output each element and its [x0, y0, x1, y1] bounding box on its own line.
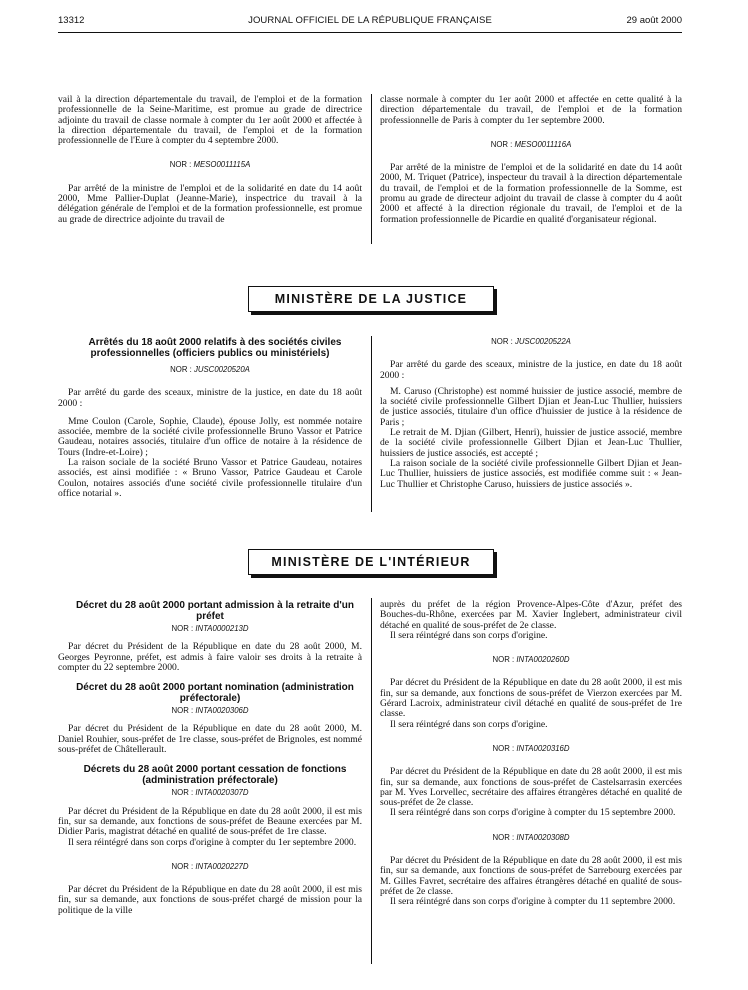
nor-reference: NOR : INTA0020308D [492, 832, 570, 842]
nor-reference: NOR : MESO0011116A [490, 139, 572, 149]
column-divider [371, 94, 372, 244]
nor-reference: NOR : JUSC0020520A [170, 365, 250, 374]
paragraph: M. Caruso (Christophe) est nommé huissier de justice associé, membre de la société civile professionnelle Gilbert Djian et Jean-Luc Thullier, huissiers de justice associés, titulaire d'un office d'huissier de justice à la résidence de Paris ; [380, 385, 682, 428]
decree-title: Arrêtés du 18 août 2000 relatifs à des sociétés civiles professionnelles (officiers publics ou ministériels) [88, 337, 342, 359]
interieur-right-column [380, 600, 682, 908]
paragraph: Par arrêté du garde des sceaux, ministre de la justice, en date du 18 août 2000 : [58, 387, 362, 409]
paragraph: Par décret du Président de la République en date du 28 août 2000, il est mis fin, sur sa demande, aux fonctions de sous-préfet de Castelsarrasin exercées par M. Yves Lorvellec, secrétaire des affaires étrangères détaché en qualité de sous-préfet de 2e classe. [380, 766, 682, 809]
page-number: 13312 [58, 15, 85, 26]
paragraph: Par décret du Président de la République en date du 28 août 2000, il est mis fin, sur sa demande, aux fonctions de sous-préfet de Beaune exercées par M. Didier Paris, magistrat détaché en qualité de sous-préfet de 1re classe. [58, 805, 362, 838]
nor-reference: NOR : INTA0000213D [171, 624, 249, 633]
section-heading-justice: MINISTÈRE DE LA JUSTICE [248, 286, 494, 312]
paragraph: Il sera réintégré dans son corps d'origine à compter du 1er septembre 2000. [68, 836, 357, 848]
nor-reference: NOR : INTA0020316D [492, 743, 570, 753]
nor-reference: NOR : INTA0020227D [171, 861, 249, 871]
paragraph: Par décret du Président de la République en date du 28 août 2000, M. Georges Peyronne, préfet, est admis à faire valoir ses droits à la retraite à compter du 22 septembre 2000. [58, 641, 362, 673]
journal-title: JOURNAL OFFICIEL DE LA RÉPUBLIQUE FRANÇAISE [248, 15, 492, 26]
paragraph: classe normale à compter du 1er août 2000 et affectée en cette qualité à la direction départementale du travail, de l'emploi et de la formation professionnelle de Paris à compter du 1er septembre 2000. [380, 94, 682, 126]
paragraph: Par décret du Président de la République en date du 28 août 2000, M. Daniel Rouhier, sous-préfet de 1re classe, sous-préfet de Brignoles, est nommé sous-préfet de Châtellerault. [58, 723, 362, 756]
paragraph: auprès du préfet de la région Provence-Alpes-Côte d'Azur, préfet des Bouches-du-Rhône, exercées par M. Xavier Inglebert, administrateur civil détaché en qualité de sous-préfet de 2e classe. [380, 599, 682, 631]
paragraph: Il sera réintégré dans son corps d'origine. [390, 629, 548, 641]
running-header [58, 12, 682, 28]
paragraph: Mme Coulon (Carole, Sophie, Claude), épouse Jolly, est nommée notaire associée, membre de la société civile professionnelle Bruno Vassor et Patrice Gaudeau, notaires associés, titulaire d'un office de notaire à la résidence de Tours (Indre-et-Loire) ; [58, 415, 362, 458]
paragraph: La raison sociale de la société civile professionnelle Gilbert Djian et Jean-Luc Thullier, huissiers de justice associés, est modifiée comme suit : « Jean-Luc Thullier et Christophe Caruso, huissiers de justice associés ». [380, 457, 682, 490]
top-right-column [380, 95, 682, 225]
paragraph: Par décret du Président de la République en date du 28 août 2000, il est mis fin, sur sa demande, aux fonctions de sous-préfet de Sarrebourg exercées par M. Gilles Favret, secrétaire des affaires étrangères détaché en qualité de sous-préfet de 2e classe. [380, 855, 682, 897]
issue-date: 29 août 2000 [626, 15, 682, 26]
decree-title: Décret du 28 août 2000 portant nomination (administration préfectorale) [76, 682, 354, 705]
nor-reference: NOR : INTA0020307D [171, 788, 249, 798]
paragraph: Par arrêté de la ministre de l'emploi et de la solidarité en date du 14 août 2000, Mme Pallier-Duplat (Jeanne-Marie), inspectrice du travail à la délégation générale de l'emploi et de la formation professionnelle, est promue au grade de directrice adjointe du travail de [58, 182, 362, 225]
column-divider [371, 598, 372, 964]
nor-reference: NOR : MESO0011115A [169, 160, 251, 170]
interieur-left-column [58, 600, 362, 916]
paragraph: Par décret du Président de la République en date du 28 août 2000, il est mis fin, sur sa demande, aux fonctions de sous-préfet de Vierzon exercées par M. Gérard Lacroix, administrateur civil détaché en qualité de sous-préfet de 1re classe. [380, 677, 682, 720]
paragraph: Le retrait de M. Djian (Gilbert, Henri), huissier de justice associé, membre de la société civile professionnelle Gilbert Djian et Jean-Luc Thullier, huissiers de justice associés, est accepté ; [380, 427, 682, 459]
paragraph: La raison sociale de la société Bruno Vassor et Patrice Gaudeau, notaires associés, est ainsi modifiée : « Bruno Vassor, Patrice Gaudeau et Carole Coulon, notaires associés d'une société civile professionnelle titulaire d'un office notarial ». [58, 457, 362, 499]
header-rule [58, 32, 682, 33]
paragraph: Par arrêté du garde des sceaux, ministre de la justice, en date du 18 août 2000 : [380, 359, 682, 381]
justice-right-column [380, 337, 682, 490]
nor-reference: NOR : INTA0020306D [171, 706, 249, 716]
top-left-column [58, 95, 362, 225]
section-heading-interieur: MINISTÈRE DE L'INTÉRIEUR [248, 549, 494, 575]
decree-title: Décrets du 28 août 2000 portant cessation de fonctions (administration préfectorale) [83, 764, 347, 787]
nor-reference: NOR : INTA0020260D [492, 655, 570, 665]
nor-reference: NOR : JUSC0020522A [491, 337, 571, 346]
paragraph: Il sera réintégré dans son corps d'origine à compter du 11 septembre 2000. [390, 896, 676, 908]
paragraph: Par décret du Président de la République en date du 28 août 2000, il est mis fin, sur sa demande, aux fonctions de sous-préfet chargé de mission pour la politique de la ville [58, 884, 362, 916]
justice-left-column [58, 337, 362, 499]
column-divider [371, 336, 372, 512]
decree-title: Décret du 28 août 2000 portant admission à la retraite d'un préfet [75, 600, 354, 622]
paragraph: Il sera réintégré dans son corps d'origine. [390, 718, 548, 730]
paragraph: Par arrêté de la ministre de l'emploi et de la solidarité en date du 14 août 2000, M. Triquet (Patrice), inspecteur du travail à la direction départementale du travail, de l'emploi et de la formation professionnelle de la Somme, est promu au grade de directeur adjoint du travail de classe à compter du 4 août 2000 et affecté à la direction régionale du travail, de l'emploi et de la formation professionnelle de Picardie en qualité d'organisateur régional. [380, 162, 682, 225]
paragraph: vail à la direction départementale du travail, de l'emploi et de la formation professionnelle de la Seine-Maritime, est promue au grade de directrice adjointe du travail de classe normale à compter du 1er août 2000 et affectée à la direction départementale du travail, de l'emploi et de la formation professionnelle de l'Eure à compter du 4 septembre 2000. [58, 94, 362, 147]
paragraph: Il sera réintégré dans son corps d'origine à compter du 15 septembre 2000. [390, 807, 676, 819]
